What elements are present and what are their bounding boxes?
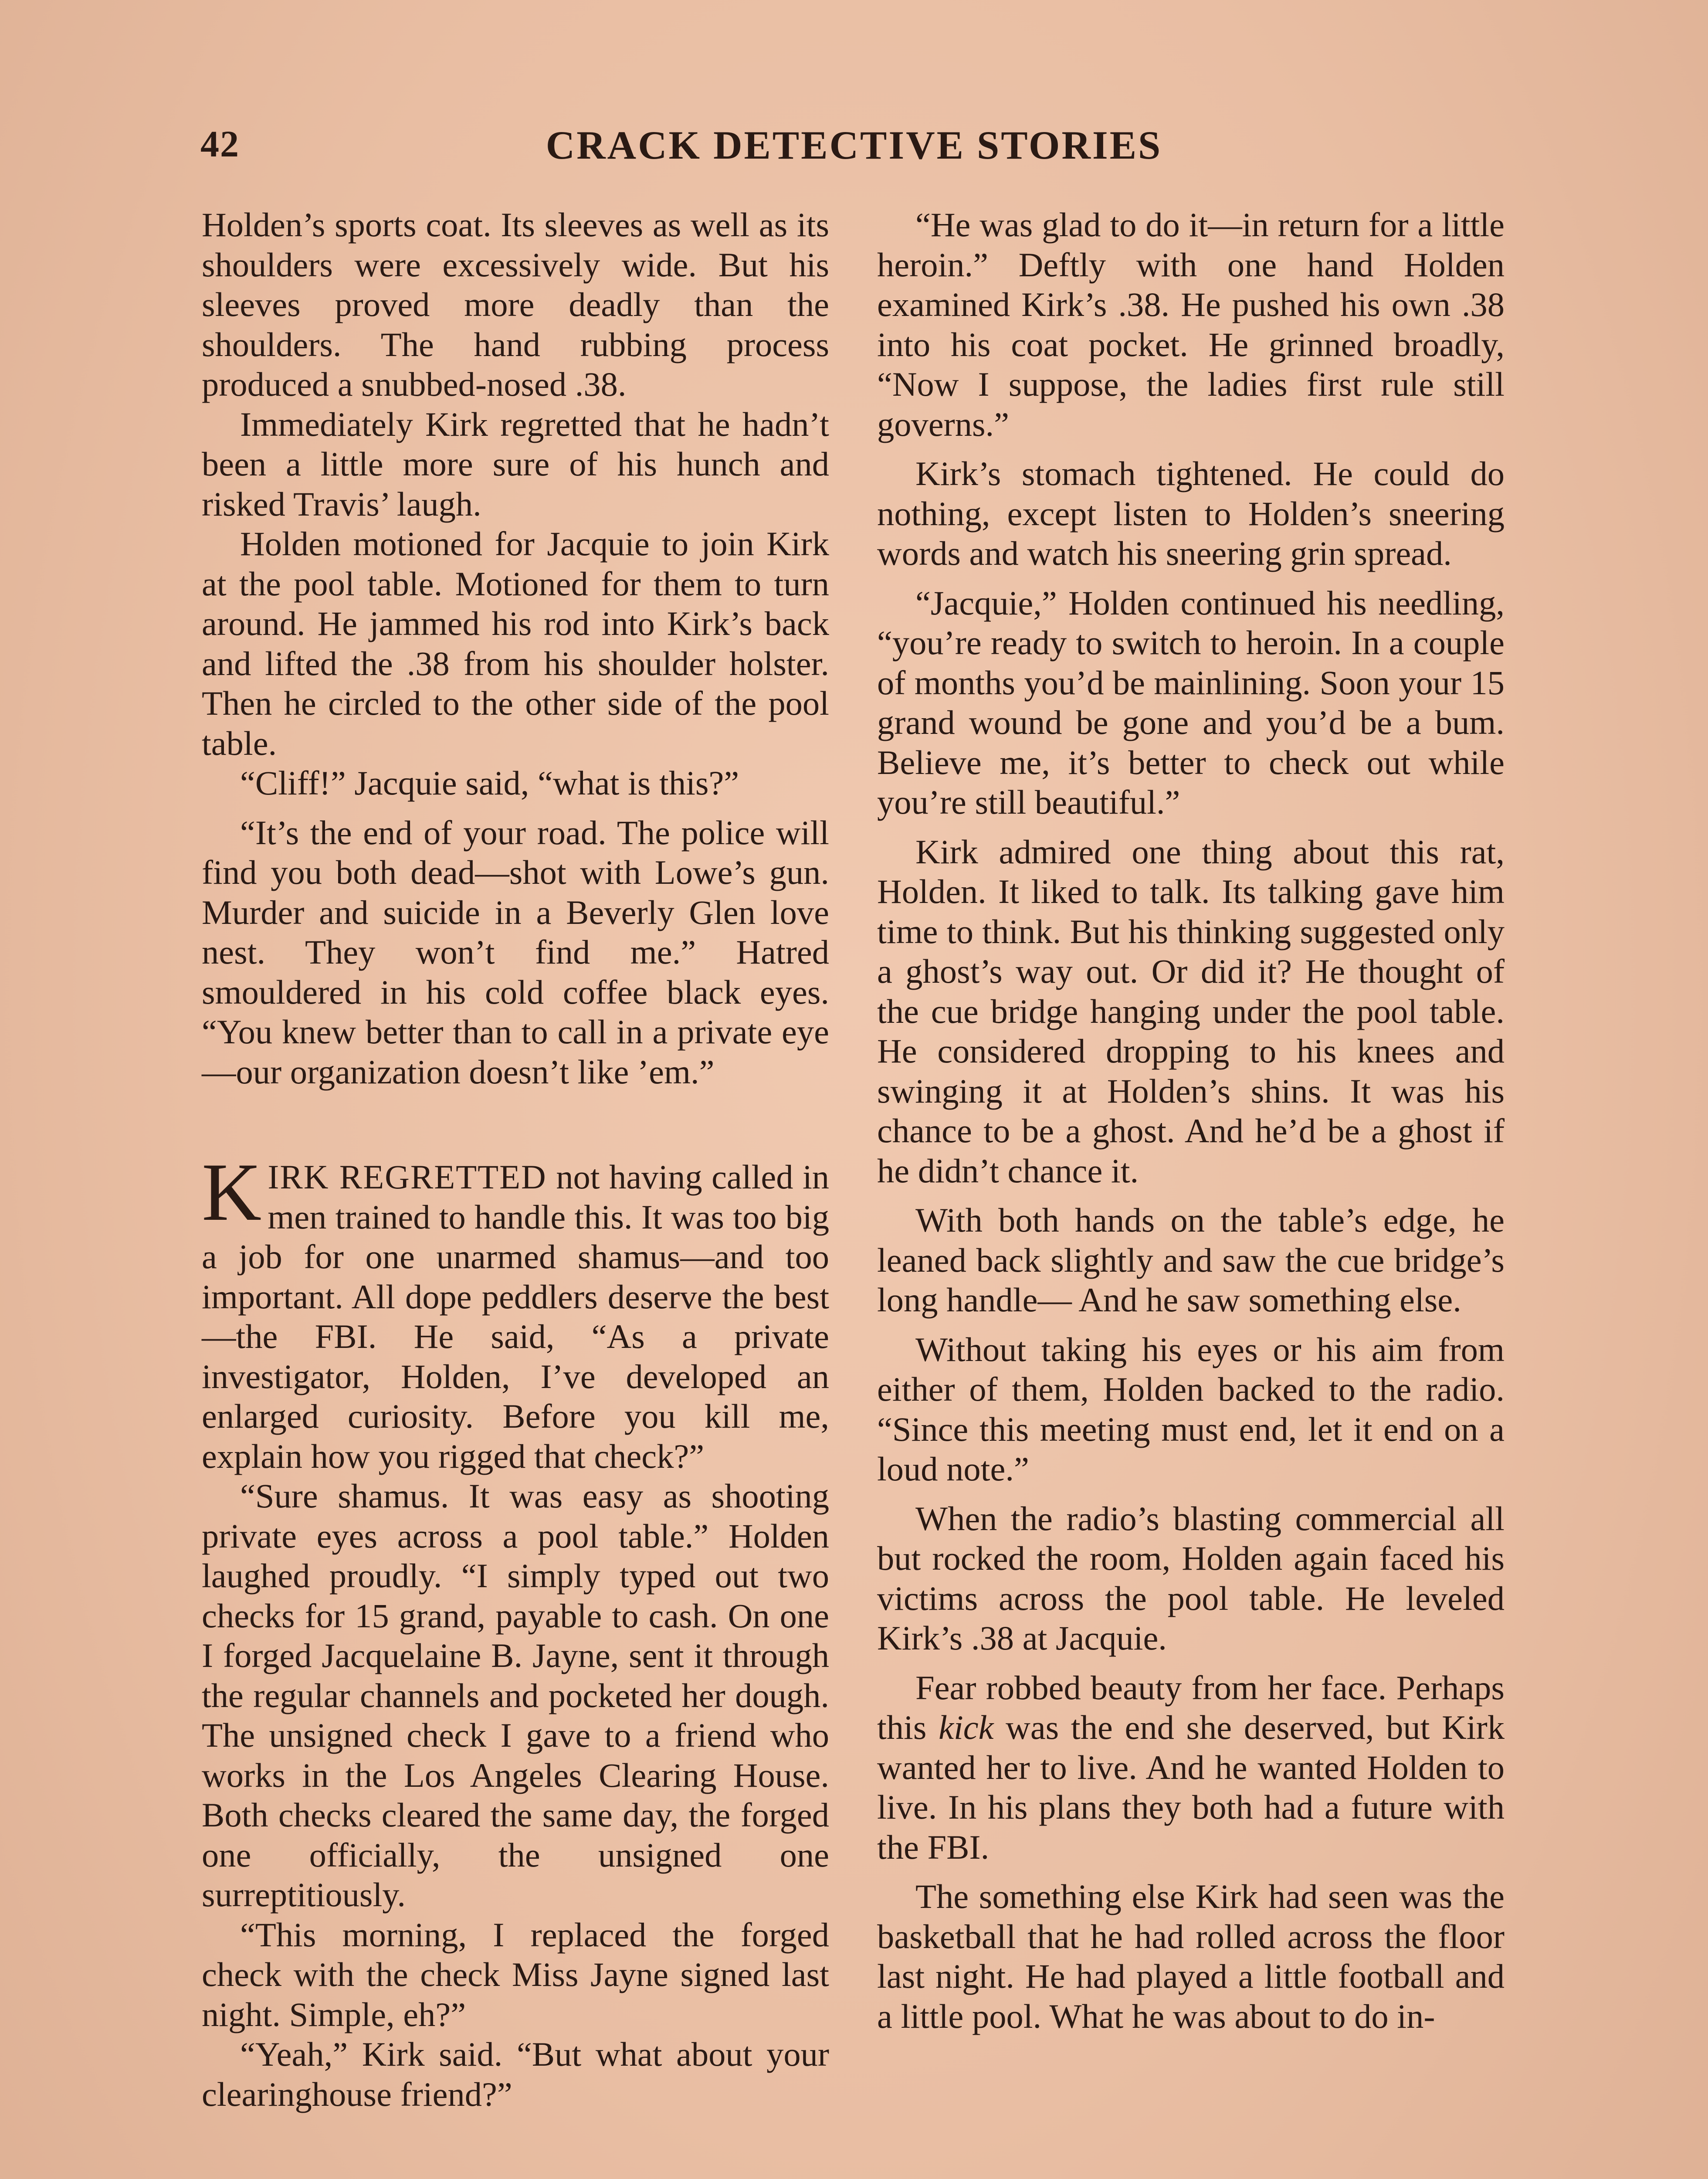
section-start-paragraph xyxy=(202,1147,830,1476)
paragraph: “Yeah,” Kirk said. “But what about your clearinghouse friend?” xyxy=(202,2035,829,2113)
paragraph: “Jacquie,” Holden continued his needling, “you’re ready to switch to heroin. In a couple of months you’d be mainlining. Soon your 15 grand wound be gone and you’d be a bum. Believe me, it’s better to check out while you’re still beautiful.” xyxy=(877,584,1505,821)
paragraph: Holden’s sports coat. Its sleeves as well as its shoulders were excessively wide. But his sleeves proved more deadly than the shoulders. The hand rubbing process produced a snubbed-nosed .38. xyxy=(202,206,829,403)
paragraph: Immediately Kirk regretted that he hadn’t been a little more sure of his hunch and risked Travis’ laugh. xyxy=(202,405,829,523)
lead-in-caps: IRK REGRETTED xyxy=(268,1158,547,1196)
paragraph: “It’s the end of your road. The police will find you both dead—shot with Lowe’s gun. Murder and suicide in a Beverly Glen love nest. They won’t find me.” Hatred smouldered in his cold coffee black eyes. “You knew better than to call in a private eye—our organization doesn’t like ’em.” xyxy=(202,813,829,1091)
paragraph-text: not having called in men trained to handle this. It was too big a job for one unarmed shamus—and too important. All dope peddlers deserve the best—the FBI. He said, “As a private investigator, Holden, I’ve developed an enlarged curiosity. Before you kill me, explain how you rigged that check?” xyxy=(202,1158,830,1475)
paragraph xyxy=(877,1668,1505,1867)
paragraph: With both hands on the table’s edge, he leaned back slightly and saw the cue bridge’s long handle— And he saw something else. xyxy=(877,1201,1505,1319)
right-column xyxy=(877,205,1505,2036)
paragraph: Holden motioned for Jacquie to join Kirk at the pool table. Motioned for them to turn around. He jammed his rod into Kirk’s back and lifted the .38 from his shoulder holster. Then he circled to the other side of the pool table. xyxy=(202,525,829,762)
emphasis: kick xyxy=(939,1708,994,1746)
paragraph: Without taking his eyes or his aim from either of them, Holden backed to the radio. “Since this meeting must end, let it end on a loud note.” xyxy=(877,1330,1505,1488)
page-header xyxy=(200,122,1508,174)
left-column xyxy=(202,205,829,2114)
paragraph: “Cliff!” Jacquie said, “what is this?” xyxy=(240,764,739,802)
paragraph: When the radio’s blasting commercial all but rocked the room, Holden again faced his victims across the pool table. He leveled Kirk’s .38 at Jacquie. xyxy=(877,1499,1505,1657)
paragraph: “This morning, I replaced the forged check with the check Miss Jayne signed last night. Simple, eh?” xyxy=(202,1915,829,2033)
paragraph: The something else Kirk had seen was the basketball that he had rolled across the floor last night. He had played a little football and a little pool. What he was about to do in- xyxy=(877,1877,1505,2035)
paragraph: “He was glad to do it—in return for a little heroin.” Deftly with one hand Holden examined Kirk’s .38. He pushed his own .38 into his coat pocket. He grinned broadly, “Now I suppose, the ladies first rule still governs.” xyxy=(877,206,1505,443)
paragraph: “Sure shamus. It was easy as shooting private eyes across a pool table.” Holden laughed proudly. “I simply typed out two checks for 15 grand, payable to cash. On one I forged Jacquelaine B. Jayne, sent it through the regular channels and pocketed her dough. The unsigned check I gave to a friend who works in the Los Angeles Clearing House. Both checks cleared the same day, the forged one officially, the unsigned one surreptitiously. xyxy=(202,1477,829,1914)
running-title: CRACK DETECTIVE STORIES xyxy=(546,123,1162,167)
page-number: 42 xyxy=(200,123,240,165)
paragraph-text: Fear robbed beauty from her face. Perhaps this xyxy=(877,1668,1505,1746)
paragraph: Kirk admired one thing about this rat, Holden. It liked to talk. Its talking gave him time to think. But his thinking suggested only a ghost’s way out. Or did it? He thought of the cue bridge hanging under the pool table. He considered dropping to his knees and swinging it at Holden’s shins. It was his chance to be a ghost. And he’d be a ghost if he didn’t chance it. xyxy=(877,832,1505,1190)
paragraph-text: was the end she deserved, but Kirk wanted her to live. And he wanted Holden to live. In his plans they both had a future with the FBI. xyxy=(877,1708,1505,1866)
drop-cap: K xyxy=(202,1147,262,1238)
paragraph: Kirk’s stomach tightened. He could do nothing, except listen to Holden’s sneering words and watch his sneering grin spread. xyxy=(877,455,1505,572)
